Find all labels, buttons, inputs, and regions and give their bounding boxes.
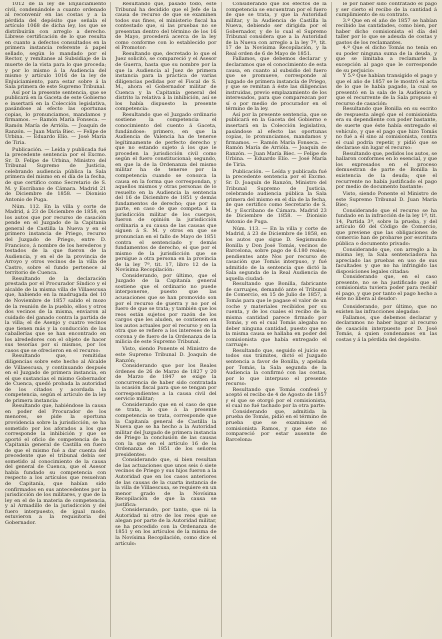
body-paragraph: Resultando que, habiéndose la causa en poder del Procurador de los menores, se pide la oportuna providencia sobre la jurisdicción, se ha sometido por los aforados a los que corresponde la inhibición y que se aportó el oficio de competencia de la Capitanía general de Castilla en fuero de que el mismo fué a dar cuenta del precedente que el tribunal debía ser sometido al conocimiento de la causa del general de Cuenca, que el Asesor había fundado su competencia con respecto a los artículos que resuelvan de Capitanía, que habían sido confirmados en sus antecedentes por la jurisdicción de los militares, y que de la ley en el de la materia de competencia, y al Armadillo de la jurisdicción y del fuero interpuesto, de igual modo, estuvieron a la requisitoria del Gobernador. (5, 403, 107, 526)
section-paragraph: Publicación. — Leída y publicada fué la precedente sentencia por el Excmo. Sr. D. Felipe de Urbina, Ministro del Tribunal Supremo de Justicia, celebrando audiencia pública la Sala primera del mismo en el día de la fecha, de que certifico como Secretario de S. M. y Escribano de Cámara. Madrid 21 de Diciembre de 1858. — Dionisio Antonio de Puga. (5, 146, 107, 203)
body-paragraph: Resultando que, seguido el juicio en todos sus trámites, dictó el Juzgado sentencia a favor de Bonilla, y apelada por Tomás, la Sala segunda de la Audiencia la confirmó con las costas, por lo que interpuso el presente recurso: (225, 347, 327, 388)
body-paragraph: Resultando que, remitidas diligencias sobre este hecho al Alcalde de Villaescusa, y continuando después en el Juzgado de primera instancia, en el que sustancias el mismo Gobernador de Cuenca, quedó probada la autoridad de los citados y acordada la competencia, según el artículo de la ley de primera instancia: (5, 353, 107, 404)
body-paragraph: le por haber sido contratado el pago y ser cierto el recibo de la cantidad á cumplimiento de su contrato. (335, 2, 437, 19)
body-paragraph: Considerando que en el caso de que se trata, lo que á la presente competencia se trata, corresponde que la Capitanía general de Castilla la Nueva que se ha hecho a la Autoridad militar del Juzgado de primera instancia de Priego la conclusión de las causas con la que en el artículo 16 de la Ordenanza de 1851 de los señores presidentes: (115, 401, 217, 458)
body-paragraph: Considerando que, si bien resultan de las actuaciones que unos seis ó siete vecinos de Priego y sus hijos fueron a la Autoridad que en los casos anteriores de las causas de la cuarta instancia de la villa de Villaescusa, se requiere en un menor grado de la Novísima Recopilación de que la causa se justifica: (115, 457, 217, 508)
column-rule (331, 2, 332, 637)
text-column-2 (115, 2, 216, 637)
body-paragraph: Resultando que Bonilla en su escrito de respuesta alegó que el comisionista era su dependiente con poder bastante, de suerte que éste había entregado el vehículo, y que el pago que hizo Tomás no fué a él sino al comisionista, contra el cual podría repetir, y pidió que se declarase sin lugar el recurso: (335, 106, 437, 152)
body-paragraph: Considerando, por tanto, que ni la Autoridad ni otro de los reos que se alegan por parte de la Autoridad militar, se ha procedido con la Ordenanza de 1851 y en los artículos de la misma de la Novísima Recopilación, como dice el artículo: (115, 507, 217, 547)
body-paragraph: 3.º Que en el año de 1857 se habían recibido las cantidades, como bien, por haber dicho comisionista el día del taller por lo que se adeuda de costas y gastos de los reclamantes. (335, 17, 437, 46)
body-paragraph: Considerando que, admitida la prueba de Tomás, pidió en el término de prueba que se examinase el comisionista Ramos, y que éste no compareció por estar ausente de Barcelona: (225, 408, 327, 443)
body-paragraph: Considerando, por último, que el Juzgado de la Capitanía general sostiene que el ordinario no puede interponerse, puesto que las acusaciones que se han promovido son por el recurso de guerra y no por el fuero de que se trata; y también que los reos están sujetos por razón de los cargos que les aluden, se contienen en los autos actuales por el recurso y en la otra que se refiere a los intereses de la corona y de fuero de la Ordenanza de la milicia de este Supremo Tribunal. (115, 272, 217, 346)
column-rule (221, 2, 222, 637)
body-paragraph: Considerando que, con arreglo a la misma ley, la Sala sentenciadora ha apreciado las pruebas en uso de sus facultades y que no ha infringido las disposiciones legales citadas: (335, 246, 437, 275)
column-container (5, 2, 437, 637)
section-paragraph: Visto, siendo Ponente el Ministro de este Supremo Tribunal D. Juan María Biec; (335, 191, 437, 209)
text-column-1 (5, 2, 106, 637)
body-paragraph: Resultando que el Juzgado ordinario sostiene la competencia el conocimiento del cuento á Gaceta, fundándose: primero, en que la Audiencia de Valencia ha de tenerse legítimamente de perfecto derecho y que no estando sujeto á los que le proceden la jurisdicción civil como según el fuero constitucional; segundo, en que la de la Ordenanza del mismo militar ha de tenerse por la competencia cuando se conozca la causa en la forma que correspondan, y aquellos mismos y otras personas de lo resuelto en la Audiencia la sentencia del 16 de Diciembre de 1851 y demás fundamentos de derecho; que por su parte, en caso de que competa á la jurisdicción militar de los cuerpos, fueron de opinión la jurisdicción ordinaria a su causa de las causas que siguen á S. M. y otros en que se pronuncian en el fallo de Mayo de 1851 contra el sentenciado y demás fundamentos de derecho, el que por el mismo de la jurisdicción que se persigue a otra persona en la provincia de la ley 7ª, tit. 17, libro 12 de la Novísima Recopilación: (115, 111, 217, 274)
body-paragraph: Resultando que Bonilla, fabricante de carruajes, demandó ante el Tribunal de Comercio, en 15 de Julio de 1857, a Tomás para que le pagase el valor de un coche y materiales recibidos por su cuenta, y de los cuales el recibo de la misma cantidad parece firmado por Tomás, y en el cual Tomás alegaba no deber ninguna cantidad, puesto que en la misma causa se hallaba en poder del comisionista que había entregado el carruaje: (225, 281, 327, 349)
body-paragraph: Fallamos, que debemos declarar y declaramos no haber lugar al recurso de casación interpuesto por D. José Tomás, á quien condenamos en las costas y á la pérdida del depósito. (335, 314, 437, 343)
section-paragraph: Visto, siendo Ponente el Ministro de este Supremo Tribunal D. Joaquín de Ranzón; (115, 346, 217, 364)
body-paragraph: Considerando que el recurso se ha fundado en la infracción de la ley 1ª, tit. 14, Partida 3ª, sobre la prueba, y del artículo 60 del Código de Comercio, que previene que las obligaciones de comercio han de probarse por escritura pública o documento privado: (335, 207, 437, 248)
section-paragraph: Publicación. — Leída y publicada fué la precedente sentencia por el Excmo. Sr. D. Joaquín de Ranzón, Ministro del Tribunal Supremo de Justicia, celebrando audiencia pública la Sala primera del mismo en el día de la fecha, de que certifico como Secretario de S. M. y Escribano de Cámara. Madrid 23 de Diciembre de 1858. — Dionisio Antonio de Puga. (225, 168, 327, 225)
section-paragraph: Núm. 113. — En la villa y corte de Madrid, á 23 de Diciembre de 1858, en los autos que sigue D. Segismundo Bonilla y Don José Tomás, vecinos de Barcelona, sobre pago de 6.180 reales; pendientes ante Nos por recurso de casación que Tomás interpuso, y fué admitido de la sentencia que dictó la Sala segunda de la Real Audiencia de aquella ciudad: (225, 225, 327, 282)
body-paragraph: Resultando que, decretado lo que el Juez solicitó, se compareció y el Asesor de Guerra, hasta que su nombre por la que la Audiencia al Juez de primera instancia para la práctica de varias diligencias pedidas por el Fiscal de S. M., ahora el Gobernador militar de Cuenca y la Capitanía general del distrito la relativa á la inhibición, así se los había dispuesto la presente competencia: (115, 50, 217, 113)
body-paragraph: Considerando que por los Reales órdenes de 26 de Marzo de 1827 y 20 de Marzo de 1847 se exige la concurrencia de haber sido contratada la ocasión fiscal para que se tengan por correspondientes a la causa civil del servicio militar; (115, 363, 217, 403)
body-paragraph: Resultando que, pasado todo, este Tribunal ha decidido que el Jefe de la causa de recurso de que se examinen todos sus fines, el ministerio fiscal ha contestado que, si las pruebas no se presentan dentro del término de los 16 de Mayo, procederá acerca de la ley como conforme con lo establecido por el Promotor: (115, 2, 217, 52)
body-paragraph: Resultando de la declaración prestada por el Procurador Síndico y el alcalde de la misma villa de Villaescusa que, habiendo en la madrugada del 10 de Noviembre de 1857 salido el mozo de la reunión de la pueblo, ellos y otros dos vecinos de la misma, enviaron al cuidado del ganado contra la partida de la villa; el de Asenjo y cuatro vecinos que tienen más y la conducción de las caballerías que se han encontrado en los alrededores con el objeto de hacer sus tesorías por sí mismos, por los casos que se ofrecieron en el recurso: (5, 275, 107, 354)
body-paragraph: 1012 de la ley de Enjuiciamiento civil, condenándole a cuanto ordenado al reconvenir en las costas y a la pérdida del depósito que señala el artículo 1068 de dicha ley, los que se distribuirán con arreglo a derecho. Librese certificación de lo que resulta en cuanto a defectos consultados en la primera instancia referente á papel sellado, según lo mandado por el Rector, y remítanse al Subsidiaje de la muerte de la vista para lo que proceda; y por lo mismo á la Audiencia del mismo y artículo 1016 de la ley de Enjuiciamiento, para estar sobre á la Sala primera de este Supremo Tribunal. (5, 2, 107, 91)
column-rule (110, 2, 111, 637)
section-paragraph: Considerando, por último, que no existen las infracciones alegadas: (335, 303, 437, 316)
body-paragraph: 4.º Que el dicho Tomás no tenía en su poder ninguna suma de la deuda, y que se limitaba a reclamarle la excepción al pago que le corresponde de su perjuicio: (335, 45, 437, 74)
text-column-4 (336, 2, 437, 637)
body-paragraph: Resultando que, pedidos los autos, se hallaron conformes en lo esencial, y que los expresados en el proceso demuestran de parte de Bonilla la existencia de la deuda; que el recurrente no había justificado el pago por medio de documento bastante: (335, 150, 437, 191)
body-paragraph: Considerando que los efectos de la competencia se encuentran por el fuero de que se trata, y que la Autoridad militar, y la Audiencia de Castilla la Nueva, debiendo ser dirigida por el Gobernador, y de lo cual el Supremo Tribunal considera que a la Autoridad de la Nueva con arreglo a la ley 7ª, tit. 17 de la Novísima Recopilación, y la Real orden de 6 de Mayo de 1851. (225, 2, 327, 57)
body-paragraph: Resultando que Tomás confesó y aceptó el recibo de 4 de Agosto de 1857 y el que se otorgó por el comisionista, el cual no fué tachado por la otra parte: (225, 386, 327, 410)
body-paragraph: Fallamos, que debemos declarar y declaramos que el conocimiento de esta causa, en cuanto al subsidio del fuero que se promueve, corresponde al Juzgado de primera instancia de Priego, y que se remitan á éste las diligencias instruidas, previo emplazamiento de los interesados, para que comparezcan por sí o por medio de procurador en el término de la ley. (225, 56, 327, 113)
body-paragraph: Y 5.º Que habían transigido el pago y que el año de 1857 se le mostró el acta de lo que le había pagado, la cual se presentó en la sala de la Audiencia y que el recurrente de la Sala propuso el recurso de casación: (335, 73, 437, 107)
text-column-3 (226, 2, 327, 637)
body-paragraph: Considerando que, en el caso presente, no se ha justificado que el comisionista tuviera poder para recibir el pago, y que por tanto el pago hecho a éste no libera al deudor: (335, 274, 437, 303)
section-paragraph: Núm. 112. En la villa y corte de Madrid, á 23 de Diciembre de 1858, en los autos que por recurso de casación pende en el Juzgado de la Capitanía general de Castilla la Nueva y en el primero instancia de Priego, recurso del Juzgado de Priego, entre D. Francisco, á nombre de los herederos y testados de la que fueron de la Audiencia, y en el de la provincia de Arroyo y otros vecinos de la villa de Castro, sobre el fundo pertenece al territorio de Cuenca. (5, 203, 107, 277)
body-paragraph: Así por la presente sentencia, que se publicará en la Gaceta de este Gobierno e insertará en la Colección legislativa, pasándose al efecto las oportunas copias, lo pronunciamos, mandamos y firmamos. — Ramón María Fonseca. — Ramón María de Arrióla. — Joaquín de Ranzón. — Juan María Biec. — Felipe de Urbina. — Eduardo Elío. — José María de Tiria. (5, 89, 107, 146)
body-paragraph: Así por la presente sentencia, que se publicará en la Gaceta del Gobierno e insertará en la Colección legislativa, pasándose al efecto las oportunas copias, lo pronunciamos, mandamos y firmamos. — Ramón María Fonseca. — Ramón María de Arrióla. — Joaquín de Ranzón. — Juan María Biec. — Felipe de Urbina. — Eduardo Elío. — José María de Tiria. (225, 111, 327, 168)
